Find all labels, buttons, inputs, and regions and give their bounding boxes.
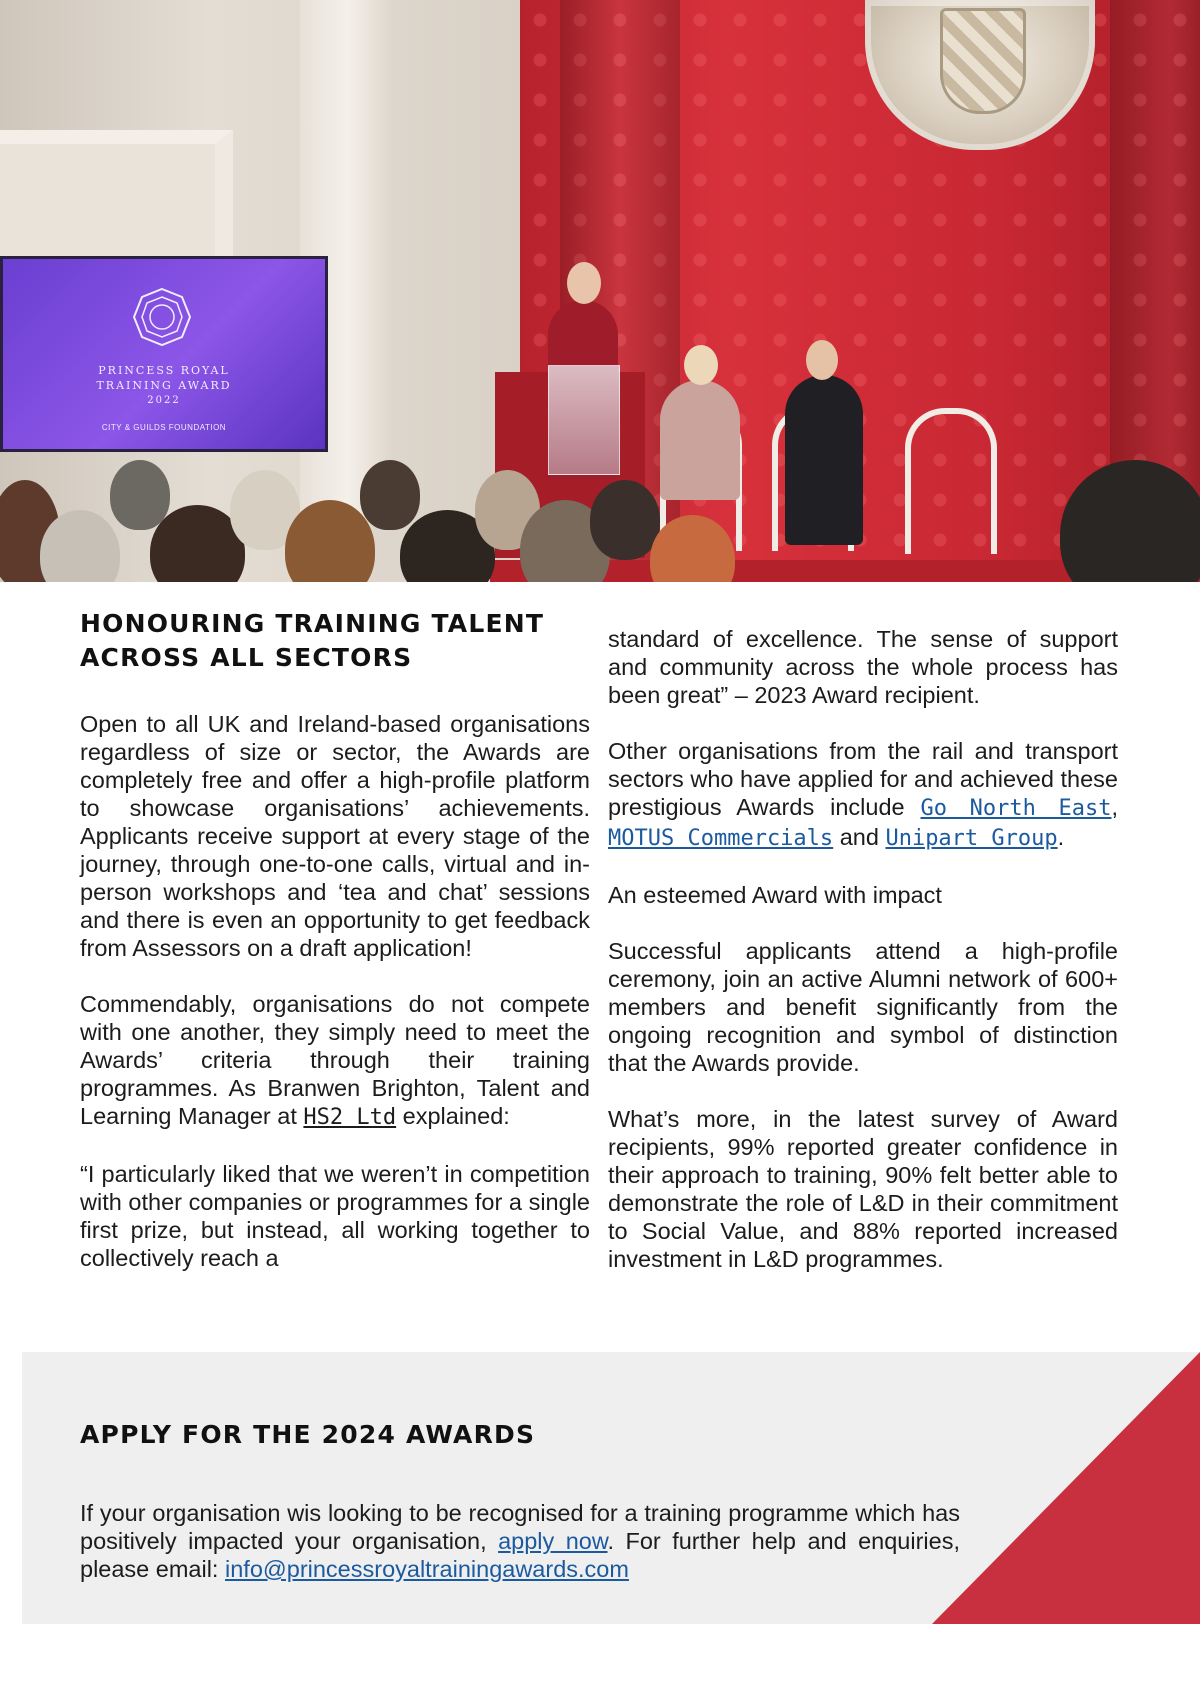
link-and: and — [833, 824, 886, 850]
apply-text — [80, 1499, 960, 1583]
email-link[interactable]: info@princessroyaltrainingawards.com — [225, 1556, 629, 1582]
audience-member — [1060, 460, 1200, 582]
go-north-east-link[interactable]: Go North East — [920, 796, 1112, 821]
paragraph-criteria-end: explained: — [396, 1103, 510, 1129]
award-emblem-icon — [132, 287, 192, 347]
unipart-group-link[interactable]: Unipart Group — [885, 826, 1058, 851]
apply-text-middle: . For further help and enquiries, please email: — [80, 1528, 960, 1582]
guest-head — [684, 345, 718, 385]
guest-head — [806, 340, 838, 380]
paragraph-criteria — [80, 990, 590, 1132]
hs2-ltd-link[interactable]: HS2 Ltd — [303, 1105, 397, 1130]
apply-text-start: If your organisation wis looking to be recognised for a training programme which has positively impacted your organisation, — [80, 1500, 960, 1554]
screen-title-line1: PRINCESS ROYAL — [98, 364, 230, 377]
paragraph-ceremony: Successful applicants attend a high-profile ceremony, join an active Alumni network of 600+ members and benefit significantly from the ongoing recognition and symbol of distinction that the Awards provide. — [608, 938, 1118, 1076]
hero-photo — [0, 0, 1200, 582]
screen-organisation: CITY & GUILDS FOUNDATION — [101, 423, 227, 432]
apply-banner — [22, 1352, 1200, 1624]
motus-commercials-link[interactable]: MOTUS Commercials — [608, 826, 834, 851]
audience — [0, 440, 1200, 582]
red-corner-triangle — [22, 1352, 1200, 1624]
article-heading-line2: ACROSS ALL SECTORS — [80, 643, 413, 672]
paragraph-other-organisations — [608, 737, 1118, 853]
audience-member — [360, 460, 420, 530]
link-separator: , — [1111, 794, 1119, 820]
apply-heading: APPLY FOR THE 2024 AWARDS — [80, 1420, 536, 1449]
quote-continuation: standard of excellence. The sense of support and community across the whole process has been great” – 2023 Award recipient. — [608, 626, 1118, 708]
subheading-impact: An esteemed Award with impact — [608, 882, 942, 908]
audience-member — [650, 515, 735, 582]
screen-year: 2022 — [147, 395, 181, 406]
paragraph-awards-overview: Open to all UK and Ireland-based organisations regardless of size or sector, the Awards are completely free and offer a high-profile platform to showcase organisations’ achievements. Applicants receive support at every stage of the journey, through one-to-one calls, virtual and in-person workshops and ‘tea and chat’ sessions and there is even an opportunity to get feedback from Assessors on a draft application! — [80, 711, 590, 961]
quote-paragraph: “I particularly liked that we weren’t in competition with other companies or programmes for a single first prize, but instead, all working together to collectively reach a — [80, 1161, 590, 1271]
award-presentation-screen — [0, 256, 328, 452]
article-left-column — [80, 710, 590, 1300]
other-organisations-text: Other organisations from the rail and transport sectors who have applied for and achieved these prestigious Awards include — [608, 738, 1118, 820]
paragraph-criteria-text: Commendably, organisations do not compete with one another, they simply need to meet the Awards’ criteria through their training programmes. As Branwen Brighton, Talent and Learning Manager at — [80, 991, 590, 1129]
audience-member — [110, 460, 170, 530]
apply-now-link[interactable]: apply now — [498, 1528, 608, 1554]
speaker-head — [567, 262, 601, 304]
screen-title-line2: TRAINING AWARD — [96, 379, 232, 392]
crest-shield-icon — [940, 8, 1026, 114]
audience-member — [590, 480, 660, 560]
audience-member — [285, 500, 375, 582]
article-heading — [80, 607, 544, 675]
sentence-end: . — [1057, 824, 1065, 850]
article-heading-line1: HONOURING TRAINING TALENT — [80, 609, 545, 638]
article-right-column — [608, 625, 1118, 1301]
paragraph-survey: What’s more, in the latest survey of Award recipients, 99% reported greater confidence in their approach to training, 90% felt better able to demonstrate the role of L&D in their commitment to Social Value, and 88% reported increased investment in L&D programmes. — [608, 1106, 1118, 1272]
